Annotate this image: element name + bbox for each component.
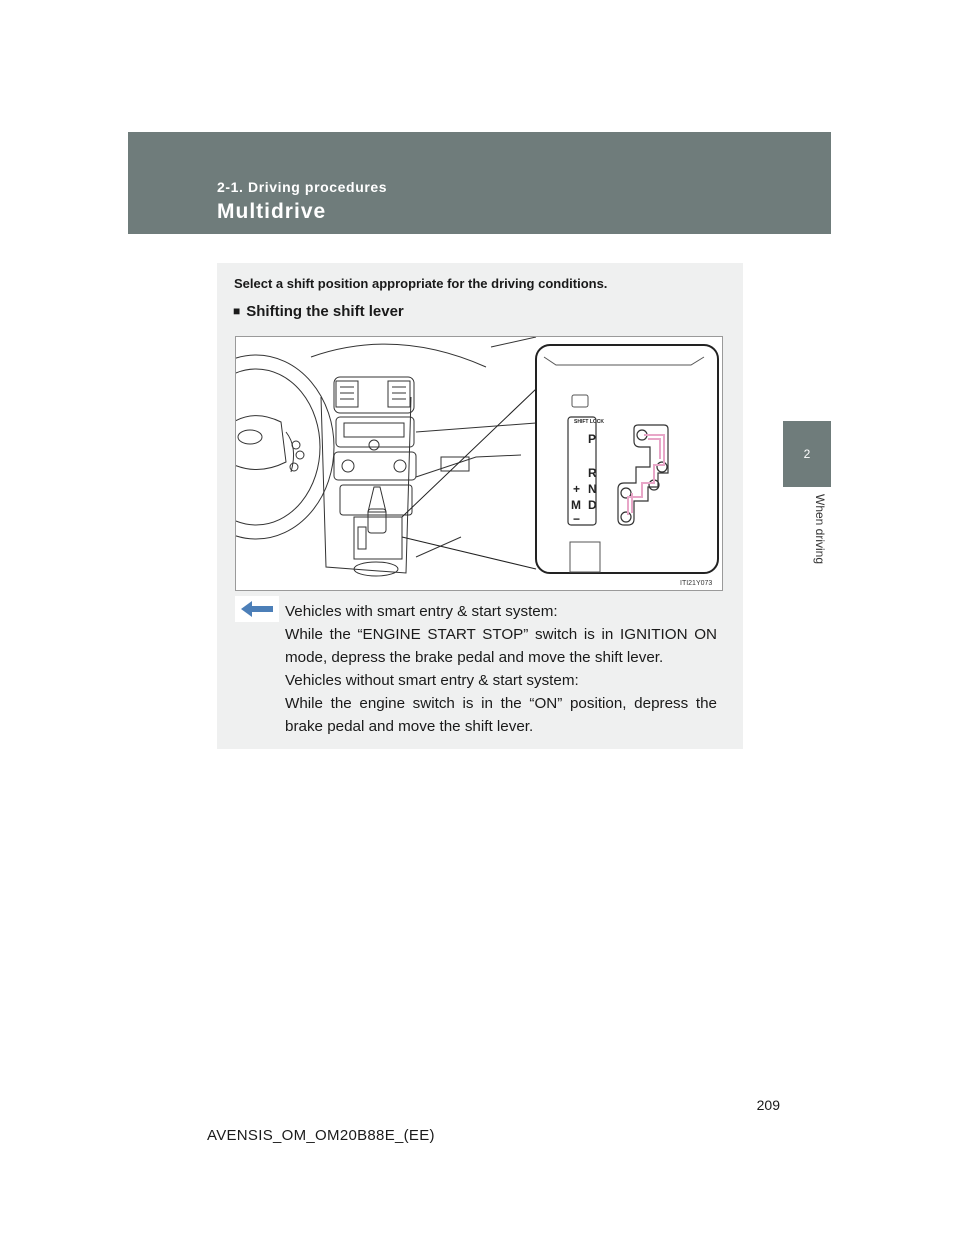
position-p-label: P bbox=[588, 432, 597, 446]
figure-code: ITI21Y073 bbox=[680, 580, 713, 587]
manual-minus-label: − bbox=[573, 512, 581, 526]
shift-lock-label: SHIFT LOCK bbox=[574, 419, 604, 425]
shift-lever-illustration bbox=[235, 336, 723, 591]
content-panel bbox=[217, 263, 743, 749]
position-d-label: D bbox=[588, 498, 597, 512]
intro-text: Select a shift position appropriate for the driving conditions. bbox=[234, 276, 608, 291]
bullet-square-icon: ■ bbox=[233, 304, 241, 318]
body-line-2: While the “ENGINE START STOP” switch is in IGNITION ON mode, depress the brake pedal and move the shift lever. bbox=[285, 626, 717, 666]
manual-plus-label: + bbox=[573, 482, 581, 496]
chapter-tab[interactable] bbox=[783, 421, 831, 487]
body-line-1: Vehicles with smart entry & start system: bbox=[285, 603, 558, 620]
page-title: Multidrive bbox=[217, 200, 327, 223]
subheading-label: Shifting the shift lever bbox=[246, 303, 404, 320]
manual-mode-label: M bbox=[571, 498, 581, 512]
chapter-number: 2 bbox=[803, 447, 811, 461]
body-text bbox=[285, 600, 717, 738]
page-header bbox=[128, 132, 831, 234]
section-label: 2-1. Driving procedures bbox=[217, 179, 388, 195]
arrow-left-icon bbox=[235, 596, 279, 622]
document-code: AVENSIS_OM_OM20B88E_(EE) bbox=[207, 1127, 435, 1144]
body-line-3: Vehicles without smart entry & start system: bbox=[285, 672, 579, 689]
body-line-4: While the engine switch is in the “ON” position, depress the brake pedal and move the shift lever. bbox=[285, 695, 717, 735]
subheading bbox=[233, 303, 404, 320]
position-r-label: R bbox=[588, 466, 597, 480]
dashboard-drawing bbox=[236, 337, 722, 590]
chapter-name: When driving bbox=[813, 494, 827, 565]
page-number: 209 bbox=[756, 1097, 780, 1113]
position-n-label: N bbox=[588, 482, 597, 496]
